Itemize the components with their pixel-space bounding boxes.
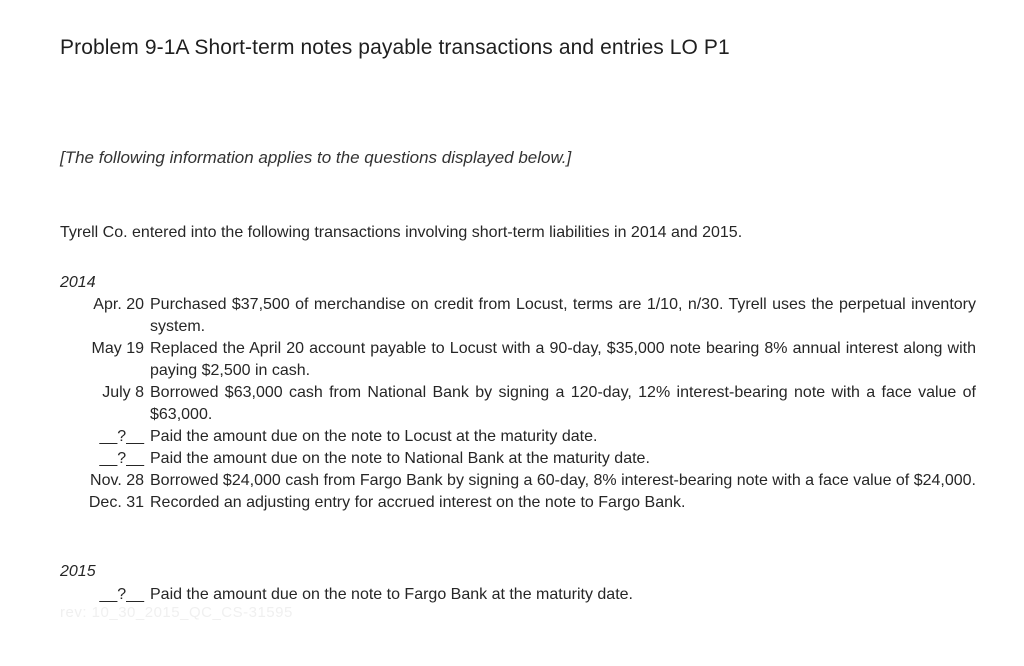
transaction-description: Recorded an adjusting entry for accrued interest on the note to Fargo Bank. bbox=[150, 494, 686, 511]
transaction-row bbox=[60, 338, 976, 382]
info-note: [The following information applies to the questions displayed below.] bbox=[60, 148, 572, 167]
year-heading-2014: 2014 bbox=[60, 274, 96, 291]
transaction-description: Borrowed $24,000 cash from Fargo Bank by signing a 60-day, 8% interest-bearing note with a face value of $24,000. bbox=[150, 472, 976, 489]
transaction-description: Replaced the April 20 account payable to Locust with a 90-day, $35,000 note bearing 8% annual interest along with paying $2,500 in cash. bbox=[150, 340, 976, 379]
transaction-description: Paid the amount due on the note to Locust at the maturity date. bbox=[150, 428, 598, 445]
transaction-row bbox=[60, 470, 976, 492]
transaction-row bbox=[60, 426, 976, 448]
transaction-date: __?__ bbox=[99, 586, 144, 603]
transaction-date: Apr. 20 bbox=[93, 296, 144, 313]
transaction-description: Paid the amount due on the note to National Bank at the maturity date. bbox=[150, 450, 650, 467]
transaction-date: May 19 bbox=[91, 340, 144, 357]
year-heading-2015: 2015 bbox=[60, 563, 96, 580]
transaction-date: __?__ bbox=[99, 428, 144, 445]
transaction-row bbox=[60, 584, 976, 606]
transaction-date: July 8 bbox=[102, 384, 144, 401]
page-title: Problem 9-1A Short-term notes payable transactions and entries LO P1 bbox=[60, 36, 730, 59]
transaction-description: Purchased $37,500 of merchandise on credit from Locust, terms are 1/10, n/30. Tyrell uses the perpetual inventory system. bbox=[150, 296, 976, 335]
transaction-description: Borrowed $63,000 cash from National Bank by signing a 120-day, 12% interest-bearing note with a face value of $63,000. bbox=[150, 384, 976, 423]
transactions-2014 bbox=[60, 294, 976, 514]
transaction-row bbox=[60, 294, 976, 338]
transaction-row bbox=[60, 448, 976, 470]
transaction-description: Paid the amount due on the note to Fargo Bank at the maturity date. bbox=[150, 586, 633, 603]
transactions-2015 bbox=[60, 584, 976, 606]
transaction-date: Dec. 31 bbox=[88, 494, 144, 511]
transaction-date: Nov. 28 bbox=[90, 472, 144, 489]
transaction-row bbox=[60, 382, 976, 426]
problem-intro: Tyrell Co. entered into the following transactions involving short-term liabilities in 2014 and 2015. bbox=[60, 224, 743, 241]
revision-watermark: rev: 10_30_2015_QC_CS-31595 bbox=[60, 604, 293, 621]
transaction-date: __?__ bbox=[99, 450, 144, 467]
transaction-row bbox=[60, 492, 976, 514]
